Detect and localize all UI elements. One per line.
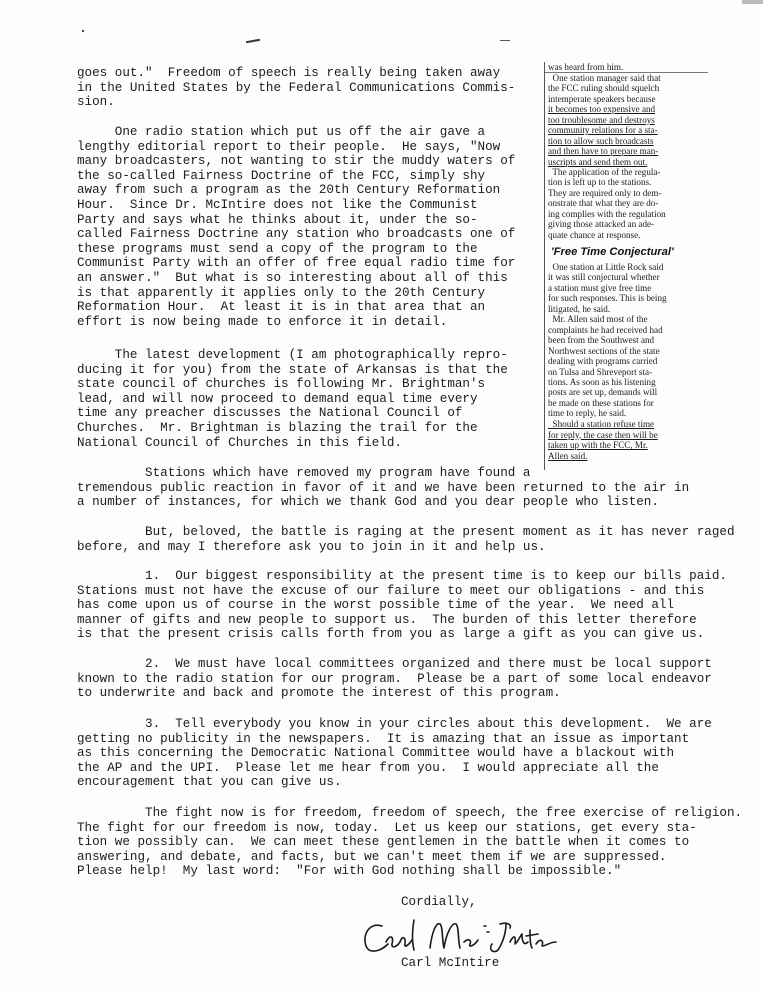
numbered-point-3: 3. Tell everybody you know in your circles about this development. We are getting no publicity in the newspapers. It is amazing that an issue as important as this concerning the Democratic National Committee would have a blackout with the AP and the UPI. Please let me hear from you. I would appreciate all the encouragement that you can give us. [77, 717, 712, 790]
clipping-line: the FCC ruling should squelch [548, 83, 660, 93]
scan-speck [742, 0, 763, 4]
clipping-underlined-line: too troublesome and destroys [548, 114, 655, 125]
clipping-underlined-line: Should a station refuse time [548, 419, 655, 429]
clipping-underlined-line: for reply, the case then will be [548, 429, 658, 440]
paragraph-2: One radio station which put us off the air gave a lengthy editorial report to their people. He says, "Now many broadcasters, not wanting to stir the muddy waters of the so-called Fairness Doctrine of the FCC, simply shy away from such a program as the 20th Century Reformation Hour. Since Dr. McIntire does not like the Communist Party and says what he thinks about it, under the so- called Fairness Doctrine any station who broadcasts one of these programs must send a copy of the program to the Communist Party with an offer of free equal radio time for an answer." But what is so interesting about all of this is that apparently it applies only to the 20th Century Reformation Hour. At least it is in that area that an effort is now being made to enforce it in detail. [77, 125, 516, 329]
numbered-point-1: 1. Our biggest responsibility at the present time is to keep our bills paid. Stations must not have the excuse of our failure to meet our obligations - and this has come upon us of course in the worst possible time of the year. We need all manner of gifts and new people to support us. The burden of this letter therefore is that the present crisis calls forth from you as large a gift as you can give us. [77, 569, 727, 642]
paragraph-1: goes out." Freedom of speech is really being taken away in the United States by the Federal Communications Commis- sion. [77, 66, 516, 110]
clipping-heading: 'Free Time Conjectural' [551, 246, 674, 258]
clipping-underlined-line: tion to allow such broadcasts [548, 135, 654, 146]
clipping-line: One station manager said that [548, 72, 661, 83]
clipping-underlined-line: community relations for a sta- [548, 125, 658, 135]
clipping-underlined-line: it becomes too expensive and [548, 104, 656, 114]
clipping-line: intemperate speakers because [548, 93, 656, 104]
handwritten-signature [360, 912, 570, 958]
newspaper-clipping [544, 62, 709, 470]
clipping-paragraph: One station at Little Rock said it was still conjectural whether a station must give free time for such responses. This is being litigated, he said. Mr. Allen said most of the complaints he had received had been from the Southwest and Northwest sections of the state dealing with programs carried on Tulsa and Shreveport sta- tions. As soon as his listening posts are set up, demands will be made on these stations for time to reply, he said. [548, 262, 667, 419]
scan-speck [500, 40, 510, 41]
closing-paragraph: The fight now is for freedom, freedom of speech, the free exercise of religion. The fight for our freedom is now, today. Let us keep our stations, get every sta- tion we possibly can. We can meet these gentlemen in the battle when it comes to answering, and debate, and facts, but we can't meet them if we are suppressed. Please help! My last word: "For with God nothing shall be impossible." [77, 806, 743, 879]
paragraph-4: Stations which have removed my program have found a tremendous public reaction in favor of it and we have been returned to the air in a number of instances, for which we thank God and you dear people who listen. [77, 466, 690, 510]
clipping-paragraph: The application of the regula- tion is left up to the stations. They are required only to dem- onstrate that what they are do- ing complies with the regulation giving those attacked an ade- quate chance at response. [548, 167, 666, 240]
paragraph-5: But, beloved, the battle is raging at the present moment as it has never raged before, and may I therefore ask you to join in it and help us. [77, 525, 735, 554]
numbered-point-2: 2. We must have local committees organized and there must be local support known to the radio station for our program. Please be a part of some local endeavor to underwrite and back and promote the interest of this program. [77, 657, 712, 701]
signature-name: Carl McIntire [401, 956, 500, 970]
clipping-underlined-line: Allen said. [548, 450, 588, 461]
clipping-underlined-line: and then have to prepare man- [548, 146, 659, 156]
clipping-underlined-line: uscripts and send them out. [548, 156, 648, 167]
scan-speck [246, 39, 260, 43]
clipping-underlined-line: taken up with the FCC, Mr. [548, 440, 648, 450]
clipping-intro: was heard from him. [545, 62, 708, 73]
closing-salutation: Cordially, [401, 895, 477, 909]
paragraph-3: The latest development (I am photographically repro- ducing it for you) from the state of Arkansas is that the state council of churches is following Mr. Brightman's lead, and will now proceed to demand equal time every time any preacher discusses the National Council of Churches. Mr. Brightman is blazing the trail for the National Council of Churches in this field. [77, 348, 508, 450]
scan-speck [82, 30, 84, 32]
